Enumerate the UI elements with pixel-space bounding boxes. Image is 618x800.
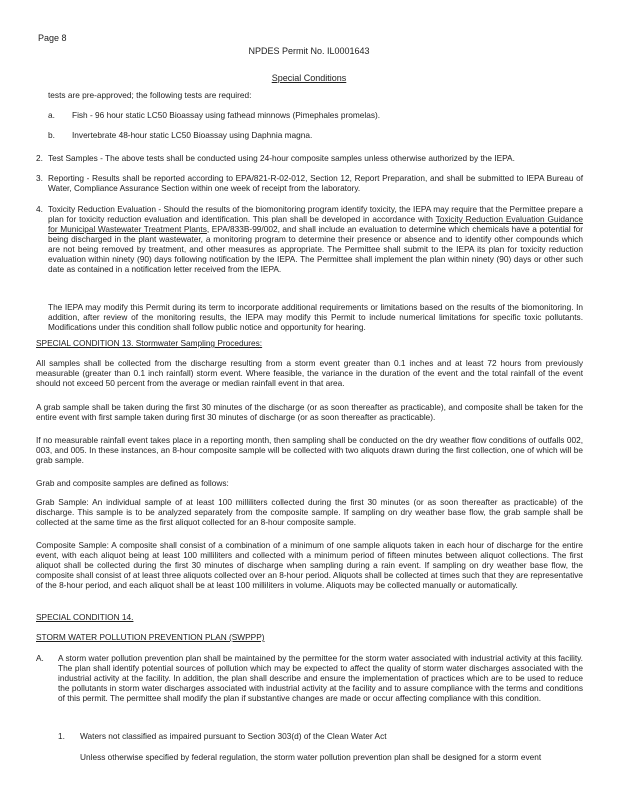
permit-number: NPDES Permit No. IL0001643 [248, 46, 370, 56]
text-run: , EPA/833B-99/002, and shall include an evaluation to determine which chemicals have a potential for being discharged in the plant wastewater, a monitoring program to determine their presence or absence and to identify other compounds which are not being removed by treatment, and other measures as appropriate. The Permittee shall submit to the IEPA its plan for toxicity reduction evaluation within ninety (90) days following notification by the IEPA. The Permittee shall implement the plan within ninety (90) days or other such date as contained in a notification letter received from the IEPA. [48, 224, 584, 274]
paragraph: Unless otherwise specified by federal regulation, the storm water pollution prevention plan shall be designed for a storm event [80, 752, 542, 762]
list-marker: b. [48, 130, 55, 140]
list-item-text: Reporting - Results shall be reported according to EPA/821-R-02-012, Section 12, Report Preparation, and shall be submitted to IEPA Bureau of Water, Compliance Assurance Section within one week of receipt from the laboratory. [48, 173, 583, 193]
paragraph: The IEPA may modify this Permit during its term to incorporate additional requirements or limitations based on the results of the biomonitoring. In addition, after review of the monitoring results, the IEPA may modify this Permit to include numerical limitations for specific toxic pollutants. Modifications under this condition shall follow public notice and opportunity for hearing. [48, 302, 583, 332]
paragraph: All samples shall be collected from the discharge resulting from a storm event greater than 0.1 inches and at least 72 hours from previously measurable (greater than 0.1 inch rainfall) storm event. Where feasible, the variance in the duration of the event and the total rainfall of the event should not exceed 50 percent from the average or median rainfall event in that area. [36, 358, 583, 388]
list-marker: a. [48, 110, 55, 120]
list-item-text: Waters not classified as impaired pursuant to Section 303(d) of the Clean Water Act [80, 731, 387, 741]
section-heading: SPECIAL CONDITION 13. Stormwater Sampling Procedures: [36, 338, 263, 348]
text-run: Toxicity Reduction Evaluation - Should the results of the biomonitoring program identify toxicity, the IEPA may require that the Permittee prepare a plan for toxicity reduction evaluation and identification. This plan shall be developed in accordance with [48, 204, 583, 224]
list-marker: 1. [58, 731, 65, 741]
list-marker: 4. [36, 204, 43, 214]
list-item-text: Invertebrate 48-hour static LC50 Bioassay using Daphnia magna. [72, 130, 313, 140]
paragraph: Grab Sample: An individual sample of at least 100 milliliters collected during the first 30 minutes (or as soon thereafter as practicable) of the discharge. This sample is to be analyzed separately from the composite sample. If sampling on dry weather base flow, the grab sample shall be collected at the same time as the first aliquot collected for an 8-hour composite sample. [36, 497, 583, 527]
paragraph: Grab and composite samples are defined as follows: [36, 478, 229, 488]
list-marker: 2. [36, 153, 43, 163]
list-item-text [48, 204, 583, 274]
guidance-title: Toxicity Reduction Evaluation Guidance for Municipal Wastewater Treatment Plants [48, 214, 583, 234]
list-item-text: Fish - 96 hour static LC50 Bioassay using fathead minnows (Pimephales promelas). [72, 110, 381, 120]
list-marker: A. [36, 653, 44, 663]
section-subheading: STORM WATER POLLUTION PREVENTION PLAN (SWPPP) [36, 632, 265, 642]
list-marker: 3. [36, 173, 43, 183]
paragraph: A grab sample shall be taken during the first 30 minutes of the discharge (or as soon thereafter as practicable), and composite shall be taken for the entire event with first sample taken during first 30 minutes of discharge (or as soon thereafter as practicable). [36, 402, 583, 422]
section-heading: SPECIAL CONDITION 14. [36, 612, 134, 622]
paragraph: If no measurable rainfall event takes place in a reporting month, then sampling shall be conducted on the dry weather flow conditions of outfalls 002, 003, and 005. In these instances, an 8-hour composite sample will be collected with two aliquots drawn during the first collection, one of which will be grab sample. [36, 435, 583, 465]
page-number: Page 8 [38, 33, 67, 43]
list-item-text: A storm water pollution prevention plan shall be maintained by the permittee for the storm water associated with industrial activity at this facility. The plan shall identify potential sources of pollution which may be expected to affect the quality of storm water discharges associated with the industrial activity at the facility. In addition, the plan shall describe and ensure the implementation of practices which are to be used to reduce the pollutants in storm water discharges associated with industrial activity at the facility and to assure compliance with the terms and conditions of this permit. The permittee shall modify the plan if substantive changes are made or occur affecting compliance with this condition. [58, 653, 583, 703]
paragraph: Composite Sample: A composite shall consist of a combination of a minimum of one sample aliquots taken in each hour of discharge for the entire event, with each aliquot being at least 100 milliliters and collected with a minimum period of fifteen minutes between aliquot collections. The first aliquot shall be collected during the first 30 minutes of discharge when sampling during a rain event. If sampling on dry weather base flow, the composite shall consist of at least three aliquots collected over an 8-hour period. Aliquots shall be collected at times such that they are representative of the 8-hour period, and each aliquot shall be at least 100 milliliters in volume. Aliquots may be collected manually or automatically. [36, 540, 583, 590]
section-title: Special Conditions [271, 73, 347, 83]
tests-intro: tests are pre-approved; the following tests are required: [48, 90, 252, 100]
list-item-text: Test Samples - The above tests shall be conducted using 24-hour composite samples unless otherwise authorized by the IEPA. [48, 153, 515, 163]
